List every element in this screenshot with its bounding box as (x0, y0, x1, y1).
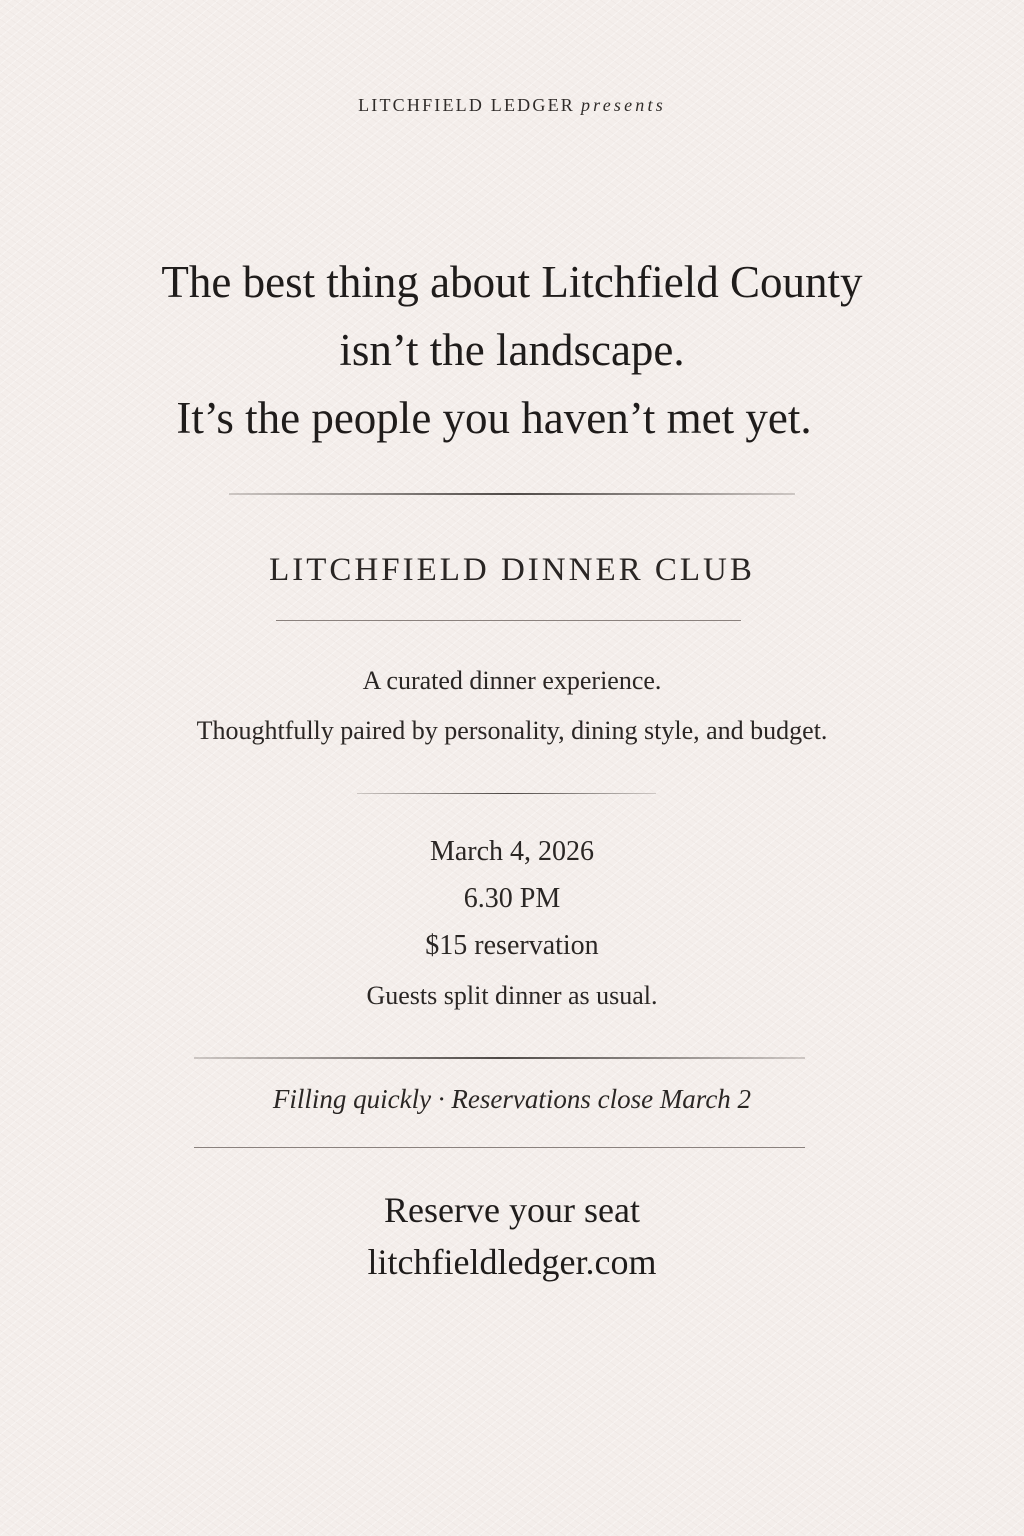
divider-middle (357, 793, 656, 794)
divider-below-urgency (194, 1147, 805, 1148)
event-price: $15 reservation (425, 930, 599, 961)
headline-line-2: isn’t the landscape. (339, 325, 685, 375)
event-name: LITCHFIELD DINNER CLUB (269, 552, 755, 588)
headline-line-1: The best thing about Litchfield County (161, 257, 863, 307)
divider-top (229, 493, 795, 495)
headline-line-3: It’s the people you haven’t met yet. (176, 393, 812, 443)
website-link[interactable]: litchfieldledger.com (367, 1242, 657, 1282)
event-time: 6.30 PM (463, 883, 561, 914)
event-pairing-description: Thoughtfully paired by personality, dining style, and budget. (196, 716, 828, 745)
divider-under-title (276, 620, 741, 621)
presents-line (0, 95, 1024, 116)
presents-word: presents (580, 95, 666, 115)
publisher-name: LITCHFIELD LEDGER (358, 95, 575, 115)
urgency-notice: Filling quickly · Reservations close March 2 (272, 1084, 752, 1114)
event-details (0, 828, 1024, 1023)
event-description (0, 656, 1024, 756)
reserve-label: Reserve your seat (384, 1190, 640, 1230)
event-note: Guests split dinner as usual. (366, 981, 658, 1010)
divider-above-urgency (194, 1057, 805, 1059)
headline (0, 248, 1024, 452)
event-date: March 4, 2026 (429, 836, 595, 867)
call-to-action (0, 1184, 1024, 1288)
event-tagline: A curated dinner experience. (362, 666, 662, 695)
